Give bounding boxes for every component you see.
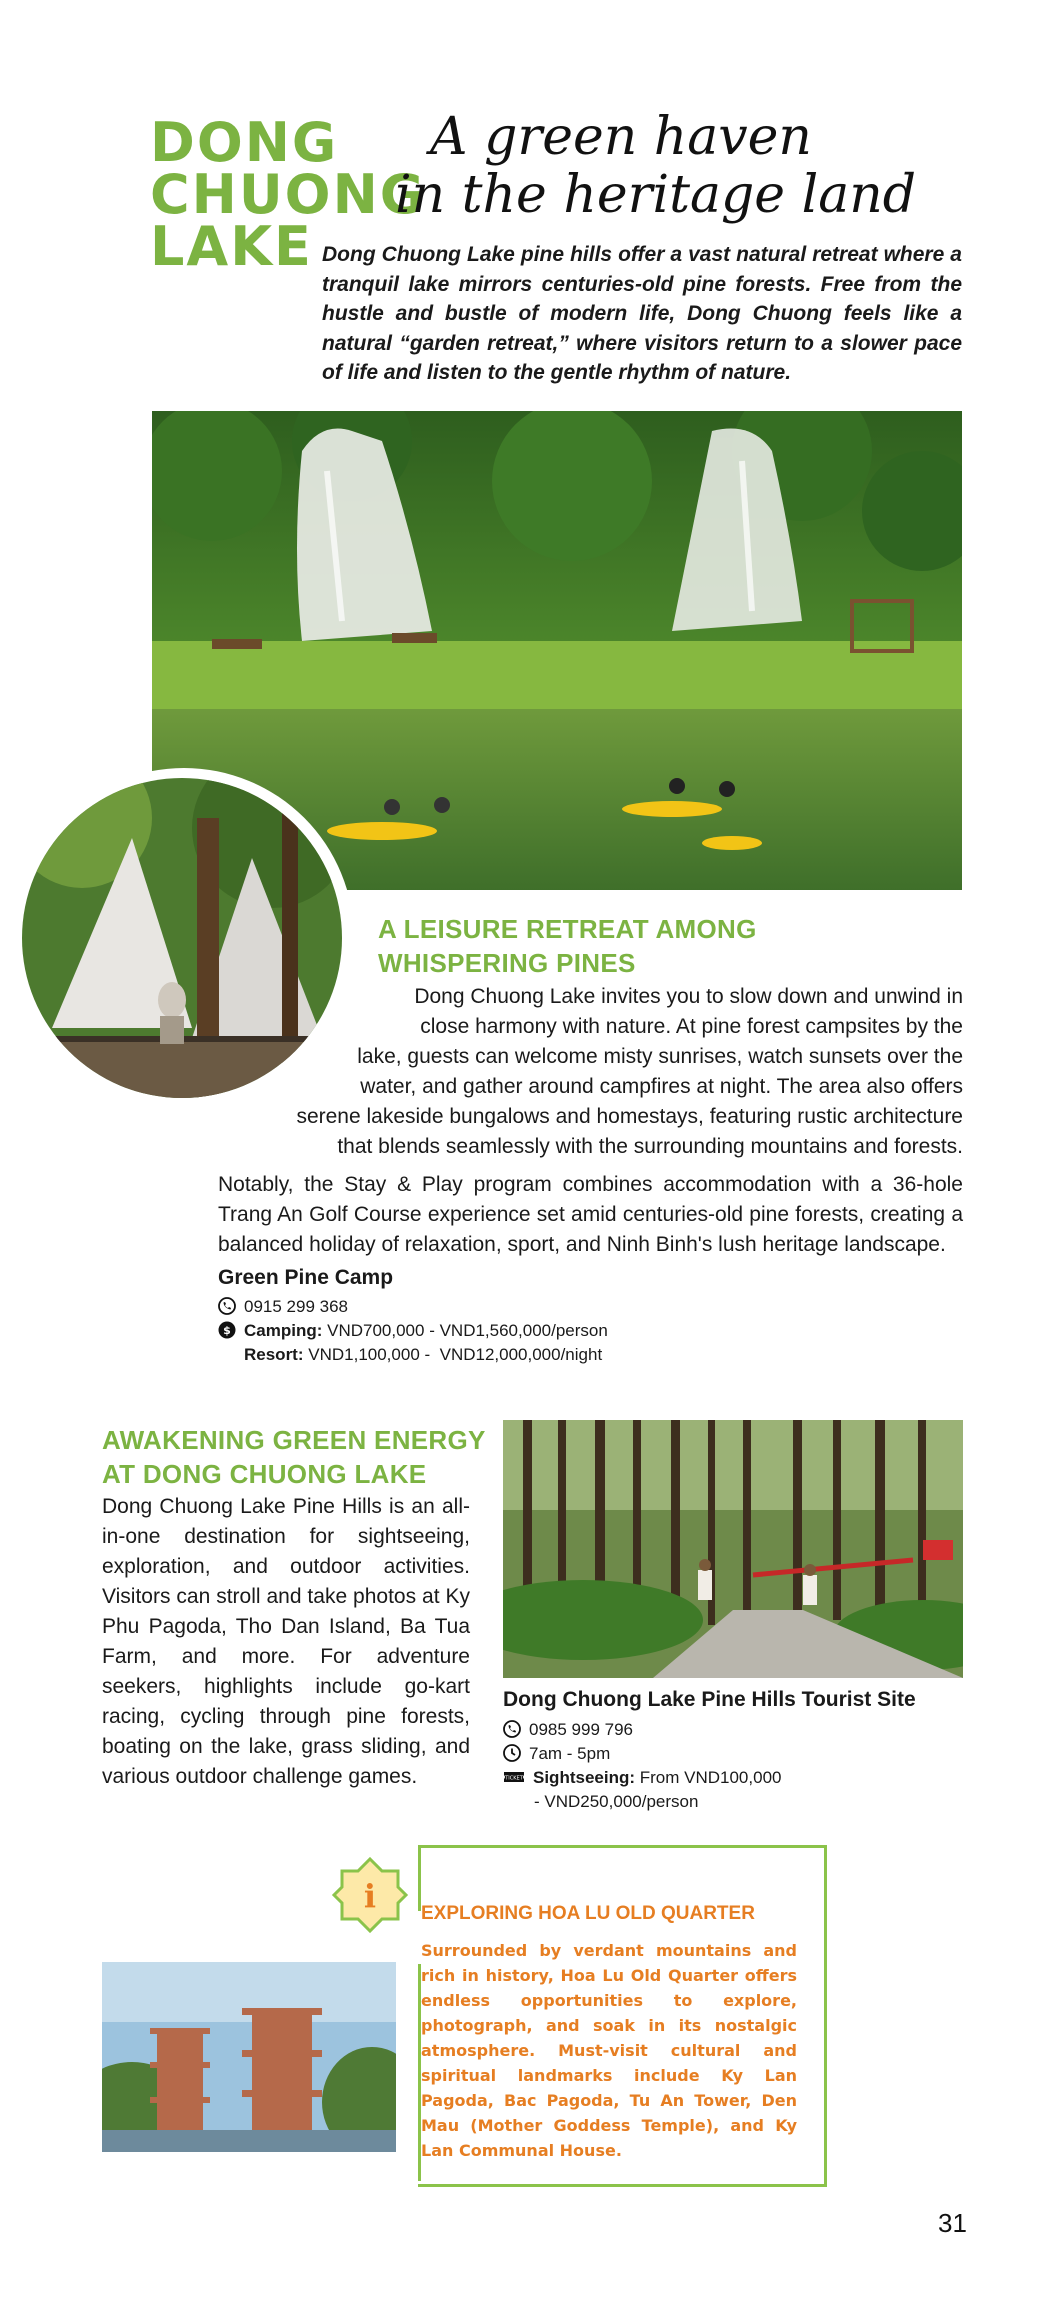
infobox-body: Surrounded by verdant mountains and rich in history, Hoa Lu Old Quarter offers endless opportunities to explore, photograph, and soak in its nostalgic atmosphere. Must-visit cultural and spiritual landmarks include Ky Lan Pagoda, Bac Pagoda, Tu An Tower, Den Mau (Mother Goddess Temple), and Ky Lan Communal House. [421, 1941, 797, 2160]
site-sightseeing-row [503, 1766, 781, 1790]
section1-line-4: water, and gather around campfires at night. The area also offers [360, 1075, 963, 1098]
resort-label: Resort: [244, 1345, 304, 1364]
pine-tent-photo [22, 778, 342, 1098]
intro-paragraph: Dong Chuong Lake pine hills offer a vast natural retreat where a tranquil lake mirrors centuries-old pine forests. Free from the hustle and bustle of modern life, Dong Chuong feels like a natural “garden retreat,” where visitors return to a slower pace of life and listen to the gentle rhythm of nature. [322, 243, 962, 384]
resort-value: VND1,100,000 - VND12,000,000/night [308, 1345, 603, 1364]
section1-line-2: close harmony with nature. At pine forest campsites by the [420, 1015, 963, 1038]
clock-icon [503, 1744, 521, 1762]
section1-paragraph2: Notably, the Stay & Play program combines accommodation with a 36-hole Trang An Golf Course experience set amid centuries-old pine forests, creating a balanced holiday of relaxation, sport, and Ninh Binh's lush heritage landscape. [218, 1173, 963, 1256]
sightseeing-label: Sightseeing: [533, 1768, 636, 1787]
section1-line-5: serene lakeside bungalows and homestays, featuring rustic architecture [296, 1105, 963, 1128]
section1-line-1: Dong Chuong Lake invites you to slow down and unwind in [414, 985, 963, 1008]
script-subtitle-line1: A green haven [430, 107, 812, 167]
site-phone-row [503, 1718, 633, 1742]
infobox-heading: EXPLORING HOA LU OLD QUARTER [421, 1903, 755, 1924]
camp-name: Green Pine Camp [218, 1266, 394, 1289]
hoa-lu-pagoda-photo [102, 1962, 396, 2152]
money-icon [218, 1321, 236, 1339]
section2-heading-line2: AT DONG CHUONG LAKE [102, 1459, 427, 1489]
camp-resort-row [244, 1343, 602, 1367]
camp-phone-row [218, 1295, 348, 1319]
title-chuong: CHUONG [150, 163, 427, 226]
sightseeing-value-2: - VND250,000/person [534, 1792, 699, 1811]
camping-label: Camping: [244, 1321, 323, 1340]
section1-heading-line2: WHISPERING PINES [378, 948, 636, 978]
section2-body: Dong Chuong Lake Pine Hills is an all-in-one destination for sightseeing, exploration, and outdoor activities. Visitors can stroll and take photos at Ky Phu Pagoda, Tho Dan Island, Ba Tua Farm, and more. For adventure seekers, highlights include go-kart racing, cycling through pine forests, boating on the lake, grass sliding, and various outdoor challenge games. [102, 1495, 470, 1788]
infobox-left-border-top [418, 1845, 421, 1911]
phone-icon [503, 1720, 521, 1738]
svg-text:$: $ [223, 1324, 231, 1337]
ticket-icon [503, 1768, 525, 1786]
title-lake: LAKE [150, 215, 313, 278]
section1-line-3: lake, guests can welcome misty sunrises, watch sunsets over the [357, 1045, 963, 1068]
camp-phone: 0915 299 368 [244, 1297, 348, 1316]
info-badge-letter: i [363, 1877, 377, 1915]
camp-camping-row [218, 1319, 608, 1343]
sightseeing-value: From VND100,000 [639, 1768, 782, 1787]
title-dong: DONG [150, 111, 339, 174]
section1-line-6: that blends seamlessly with the surrounding mountains and forests. [337, 1135, 963, 1158]
page-number: 31 [938, 2208, 967, 2238]
site-hours: 7am - 5pm [529, 1744, 611, 1763]
site-phone: 0985 999 796 [529, 1720, 633, 1739]
site-name: Dong Chuong Lake Pine Hills Tourist Site [503, 1688, 916, 1711]
section2-heading-line1: AWAKENING GREEN ENERGY [102, 1425, 486, 1455]
info-icon [330, 1855, 410, 1937]
ticket-icon-text: TICKET [505, 1775, 523, 1782]
script-subtitle-line2: in the heritage land [395, 165, 916, 225]
pine-forest-cycling-photo [503, 1420, 963, 1678]
site-hours-row [503, 1742, 610, 1766]
camping-value: VND700,000 - VND1,560,000/person [327, 1321, 608, 1340]
section1-heading-line1: A LEISURE RETREAT AMONG [378, 914, 757, 944]
phone-icon [218, 1297, 236, 1315]
